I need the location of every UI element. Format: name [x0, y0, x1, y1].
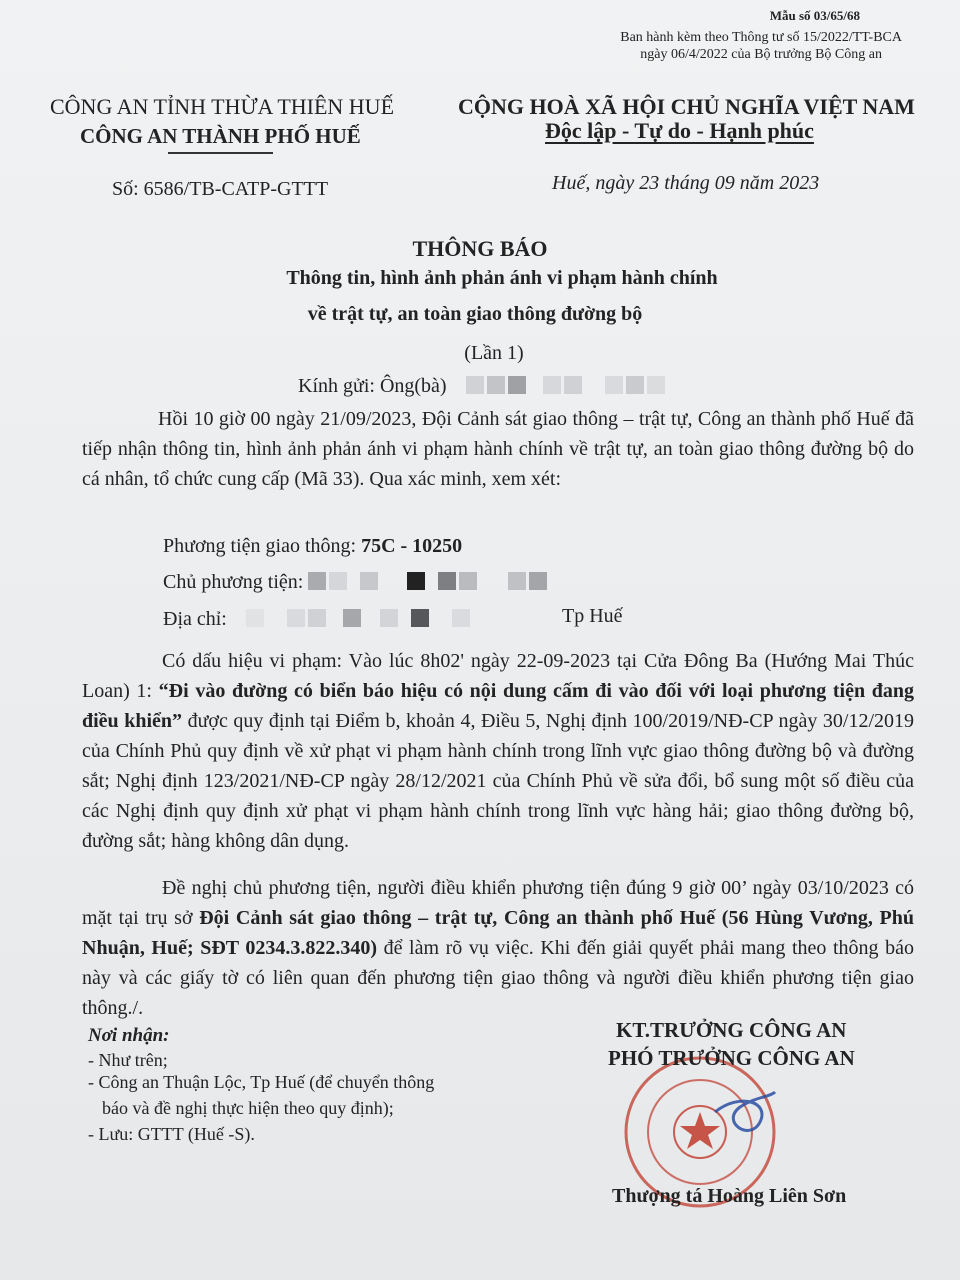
vehicle-line: [163, 535, 462, 558]
owner-label: Chủ phương tiện:: [163, 571, 304, 593]
recipient-item: báo và đề nghị thực hiện theo quy định);: [102, 1098, 394, 1118]
redacted-address: [246, 608, 473, 630]
agency-name: CÔNG AN THÀNH PHỐ HUẾ: [80, 124, 361, 148]
violation-intro: Có dấu hiệu vi phạm: Vào lúc 8h02' ngày 22-09-2023 tại Cửa Đông Ba (Hướng Mai Thúc Loan) 1:: [82, 650, 914, 702]
address-city: Tp Huế: [562, 605, 623, 627]
address-line: [163, 608, 473, 631]
redacted-name: [466, 375, 668, 397]
place-and-date: Huế, ngày 23 tháng 09 năm 2023: [552, 172, 820, 194]
request-intro: Đề nghị chủ phương tiện, người điều khiển phương tiện đúng 9 giờ 00’ ngày 03/10/2023 có mặt tại trụ sở: [82, 877, 914, 929]
document-subtitle-1: Thông tin, hình ảnh phản ánh vi phạm hành chính: [286, 267, 718, 289]
addressee-line: [298, 375, 668, 398]
national-title: CỘNG HOÀ XÃ HỘI CHỦ NGHĨA VIỆT NAM: [458, 94, 915, 119]
vehicle-label: Phương tiện giao thông:: [163, 535, 362, 557]
request-paragraph: [82, 873, 914, 1023]
signer-name: Thượng tá Hoàng Liên Sơn: [612, 1185, 847, 1207]
national-motto: Độc lập - Tự do - Hạnh phúc: [545, 118, 814, 143]
violation-description: “Đi vào đường có biển báo hiệu có nội dung cấm đi vào đối với loại phương tiện đang điều khiển”: [82, 680, 915, 732]
form-reference-line-1: Ban hành kèm theo Thông tư số 15/2022/TT-BCA: [620, 30, 902, 45]
vehicle-plate: 75C - 10250: [361, 535, 463, 557]
address-label: Địa chỉ:: [163, 608, 227, 630]
agency-underline: [168, 152, 273, 154]
redacted-owner: [308, 571, 550, 593]
violation-legal-basis: được quy định tại Điểm b, khoản 4, Điều 5, Nghị định 100/2019/NĐ-CP ngày 30/12/2019 của Chính Phủ quy định về xử phạt vi phạm hành chính trong lĩnh vực giao thông đường bộ và đường sắt; Nghị định 123/2021/NĐ-CP ngày 28/12/2021 của Chính Phủ về sửa đổi, bổ sung một số điều của các Nghị định quy định xử phạt vi phạm hành chính trong lĩnh vực hàng hải; giao thông đường bộ, đường sắt; hàng không dân dụng.: [82, 710, 914, 852]
signature-title-2: PHÓ TRƯỞNG CÔNG AN: [608, 1046, 855, 1070]
signature-title-1: KT.TRƯỞNG CÔNG AN: [616, 1018, 847, 1042]
recipient-item: - Lưu: GTTT (Huế -S).: [88, 1124, 255, 1144]
recipient-item: - Như trên;: [88, 1050, 168, 1070]
document-title: THÔNG BÁO: [412, 236, 548, 261]
form-reference-line-2: ngày 06/4/2022 của Bộ trưởng Bộ Công an: [640, 47, 882, 62]
document-subtitle-2: về trật tự, an toàn giao thông đường bộ: [307, 303, 643, 325]
intro-paragraph: Hồi 10 giờ 00 ngày 21/09/2023, Đội Cảnh sát giao thông – trật tự, Công an thành phố Huế đã tiếp nhận thông tin, hình ảnh phản ánh vi phạm hành chính về trật tự, an toàn giao thông đường bộ do cá nhân, tổ chức cung cấp (Mã 33). Qua xác minh, xem xét:: [82, 408, 914, 490]
request-location: Đội Cảnh sát giao thông – trật tự, Công an thành phố Huế (56 Hùng Vương, Phú Nhuận, Huế; SĐT 0234.3.822.340): [82, 907, 915, 959]
recipient-item: - Công an Thuận Lộc, Tp Huế (để chuyển thông: [88, 1072, 435, 1092]
owner-line: [163, 571, 550, 594]
addressee-label: Kính gửi: Ông(bà): [298, 375, 447, 397]
form-number: Mẫu số 03/65/68: [769, 8, 860, 23]
notice-round: (Lần 1): [464, 342, 524, 364]
agency-parent: CÔNG AN TỈNH THỪA THIÊN HUẾ: [50, 94, 395, 119]
request-instructions: để làm rõ vụ việc. Khi đến giải quyết phải mang theo thông báo này và các giấy tờ có liên quan đến phương tiện giao thông và người điều khiển phương tiện giao thông./.: [82, 937, 915, 1019]
document-number: Số: 6586/TB-CATP-GTTT: [112, 178, 329, 200]
violation-paragraph: [82, 646, 914, 856]
recipients-heading: Nơi nhận:: [88, 1025, 170, 1046]
